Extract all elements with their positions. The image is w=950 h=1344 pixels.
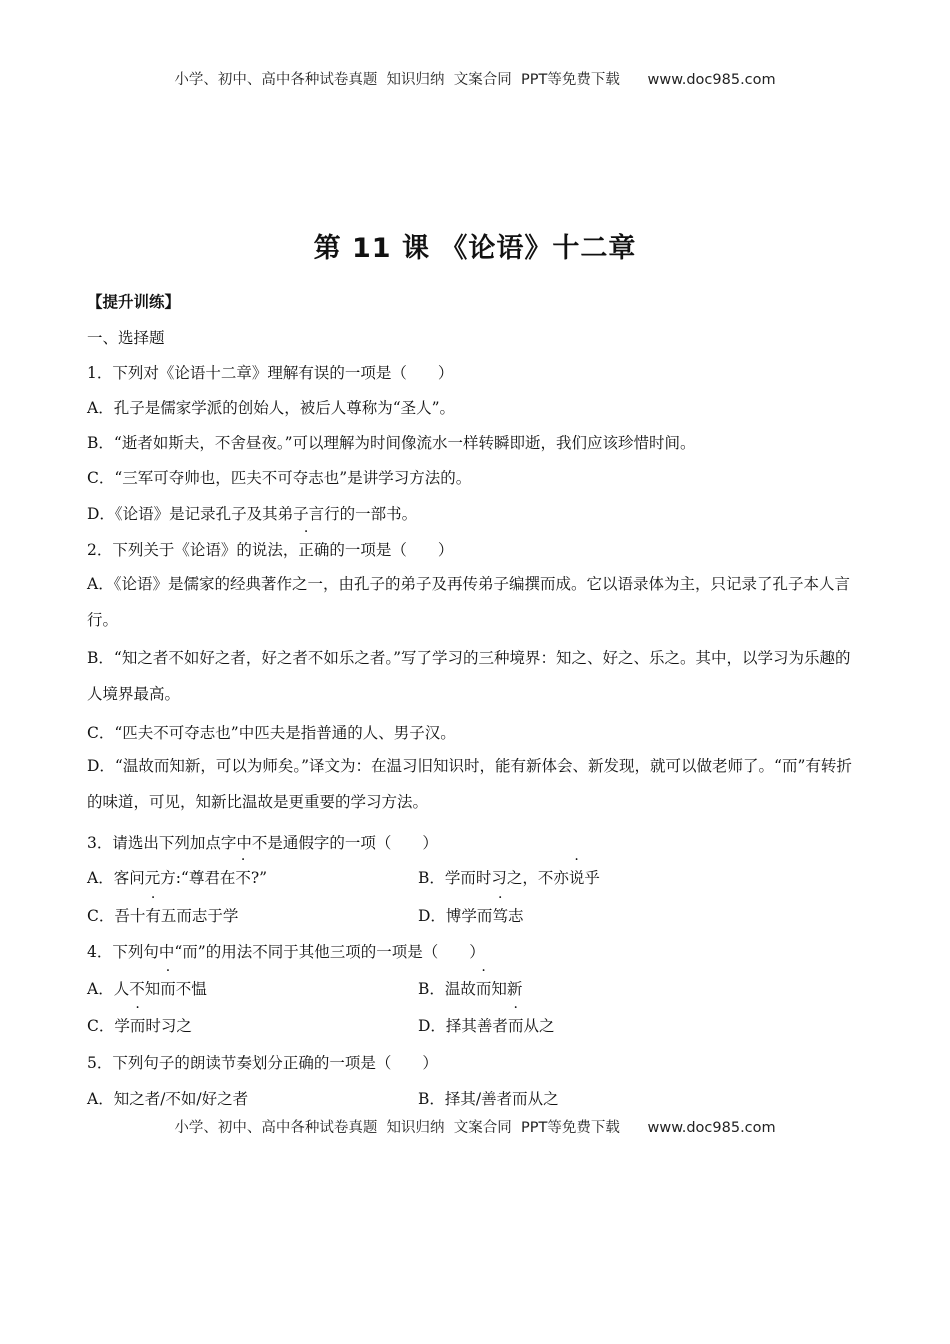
- q3-option-c: C．吾十有五而志于学: [87, 907, 239, 925]
- q1-stem: 1．下列对《论语十二章》理解有误的一项是（ ）: [87, 364, 454, 382]
- q2-option-b: B．“知之者不如好之者，好之者不如乐之者。”写了学习的三种境界：知之、好之、乐之。其中，以学习为乐趣的人境界最高。: [87, 649, 851, 703]
- q2-stem: 2．下列关于《论语》的说法，正确的一项是（ ）: [87, 541, 454, 559]
- q1-option-a: A．孔子是儒家学派的创始人，被后人尊称为“圣人”。: [87, 399, 456, 417]
- page-header: 小学、初中、高中各种试卷真题 知识归纳 文案合同 PPT等免费下载 www.doc985.com: [174, 72, 776, 88]
- q2-option-d: D．“温故而知新，可以为师矣。”译文为：在温习旧知识时，能有新体会、新发现，就可以做老师了。“而”有转折的味道，可见，知新比温故是更重要的学习方法。: [87, 757, 852, 811]
- q2-option-a: A．《论语》是儒家的经典著作之一，由孔子的弟子及再传弟子编撰而成。它以语录体为主，只记录了孔子本人言行。: [87, 575, 850, 629]
- q1-option-d: D．《论语》是记录孔子及其弟子言行的一部书。: [87, 505, 418, 523]
- q5-stem: 5．下列句子的朗读节奏划分正确的一项是（ ）: [87, 1054, 438, 1072]
- q4-option-b: B．温故而知新: [418, 980, 523, 998]
- q4-stem: 4．下列句中“而”的用法不同于其他三项的一项是（ ）: [87, 943, 485, 961]
- q3-option-a: A．客问元方:“尊君在不?”: [87, 869, 268, 887]
- q1-option-b: B．“逝者如斯夫，不舍昼夜。”可以理解为时间像流水一样转瞬即逝，我们应该珍惜时间。: [87, 434, 696, 452]
- q2-option-c: C．“匹夫不可夺志也”中匹夫是指普通的人、男子汉。: [87, 724, 456, 742]
- q4-option-a: A．人不知而不愠: [87, 980, 207, 998]
- q4-option-c: C．学而时习之: [87, 1017, 192, 1035]
- page-title: 第 11 课 《论语》十二章: [313, 233, 637, 264]
- q4-option-d: D．择其善者而从之: [418, 1017, 555, 1035]
- section-label: 【提升训练】: [87, 293, 181, 311]
- q1-option-c: C．“三军可夺帅也，匹夫不可夺志也”是讲学习方法的。: [87, 469, 472, 487]
- q5-option-b: B．择其/善者而从之: [418, 1090, 559, 1108]
- q3-stem: 3．请选出下列加点字中不是通假字的一项（ ）: [87, 834, 438, 852]
- part-label: 一、选择题: [87, 329, 165, 347]
- page-footer: 小学、初中、高中各种试卷真题 知识归纳 文案合同 PPT等免费下载 www.doc985.com: [174, 1120, 776, 1136]
- q3-option-d: D．博学而笃志: [418, 907, 524, 925]
- q3-option-b: B．学而时习之，不亦说乎: [418, 869, 600, 887]
- q5-option-a: A．知之者/不如/好之者: [87, 1090, 249, 1108]
